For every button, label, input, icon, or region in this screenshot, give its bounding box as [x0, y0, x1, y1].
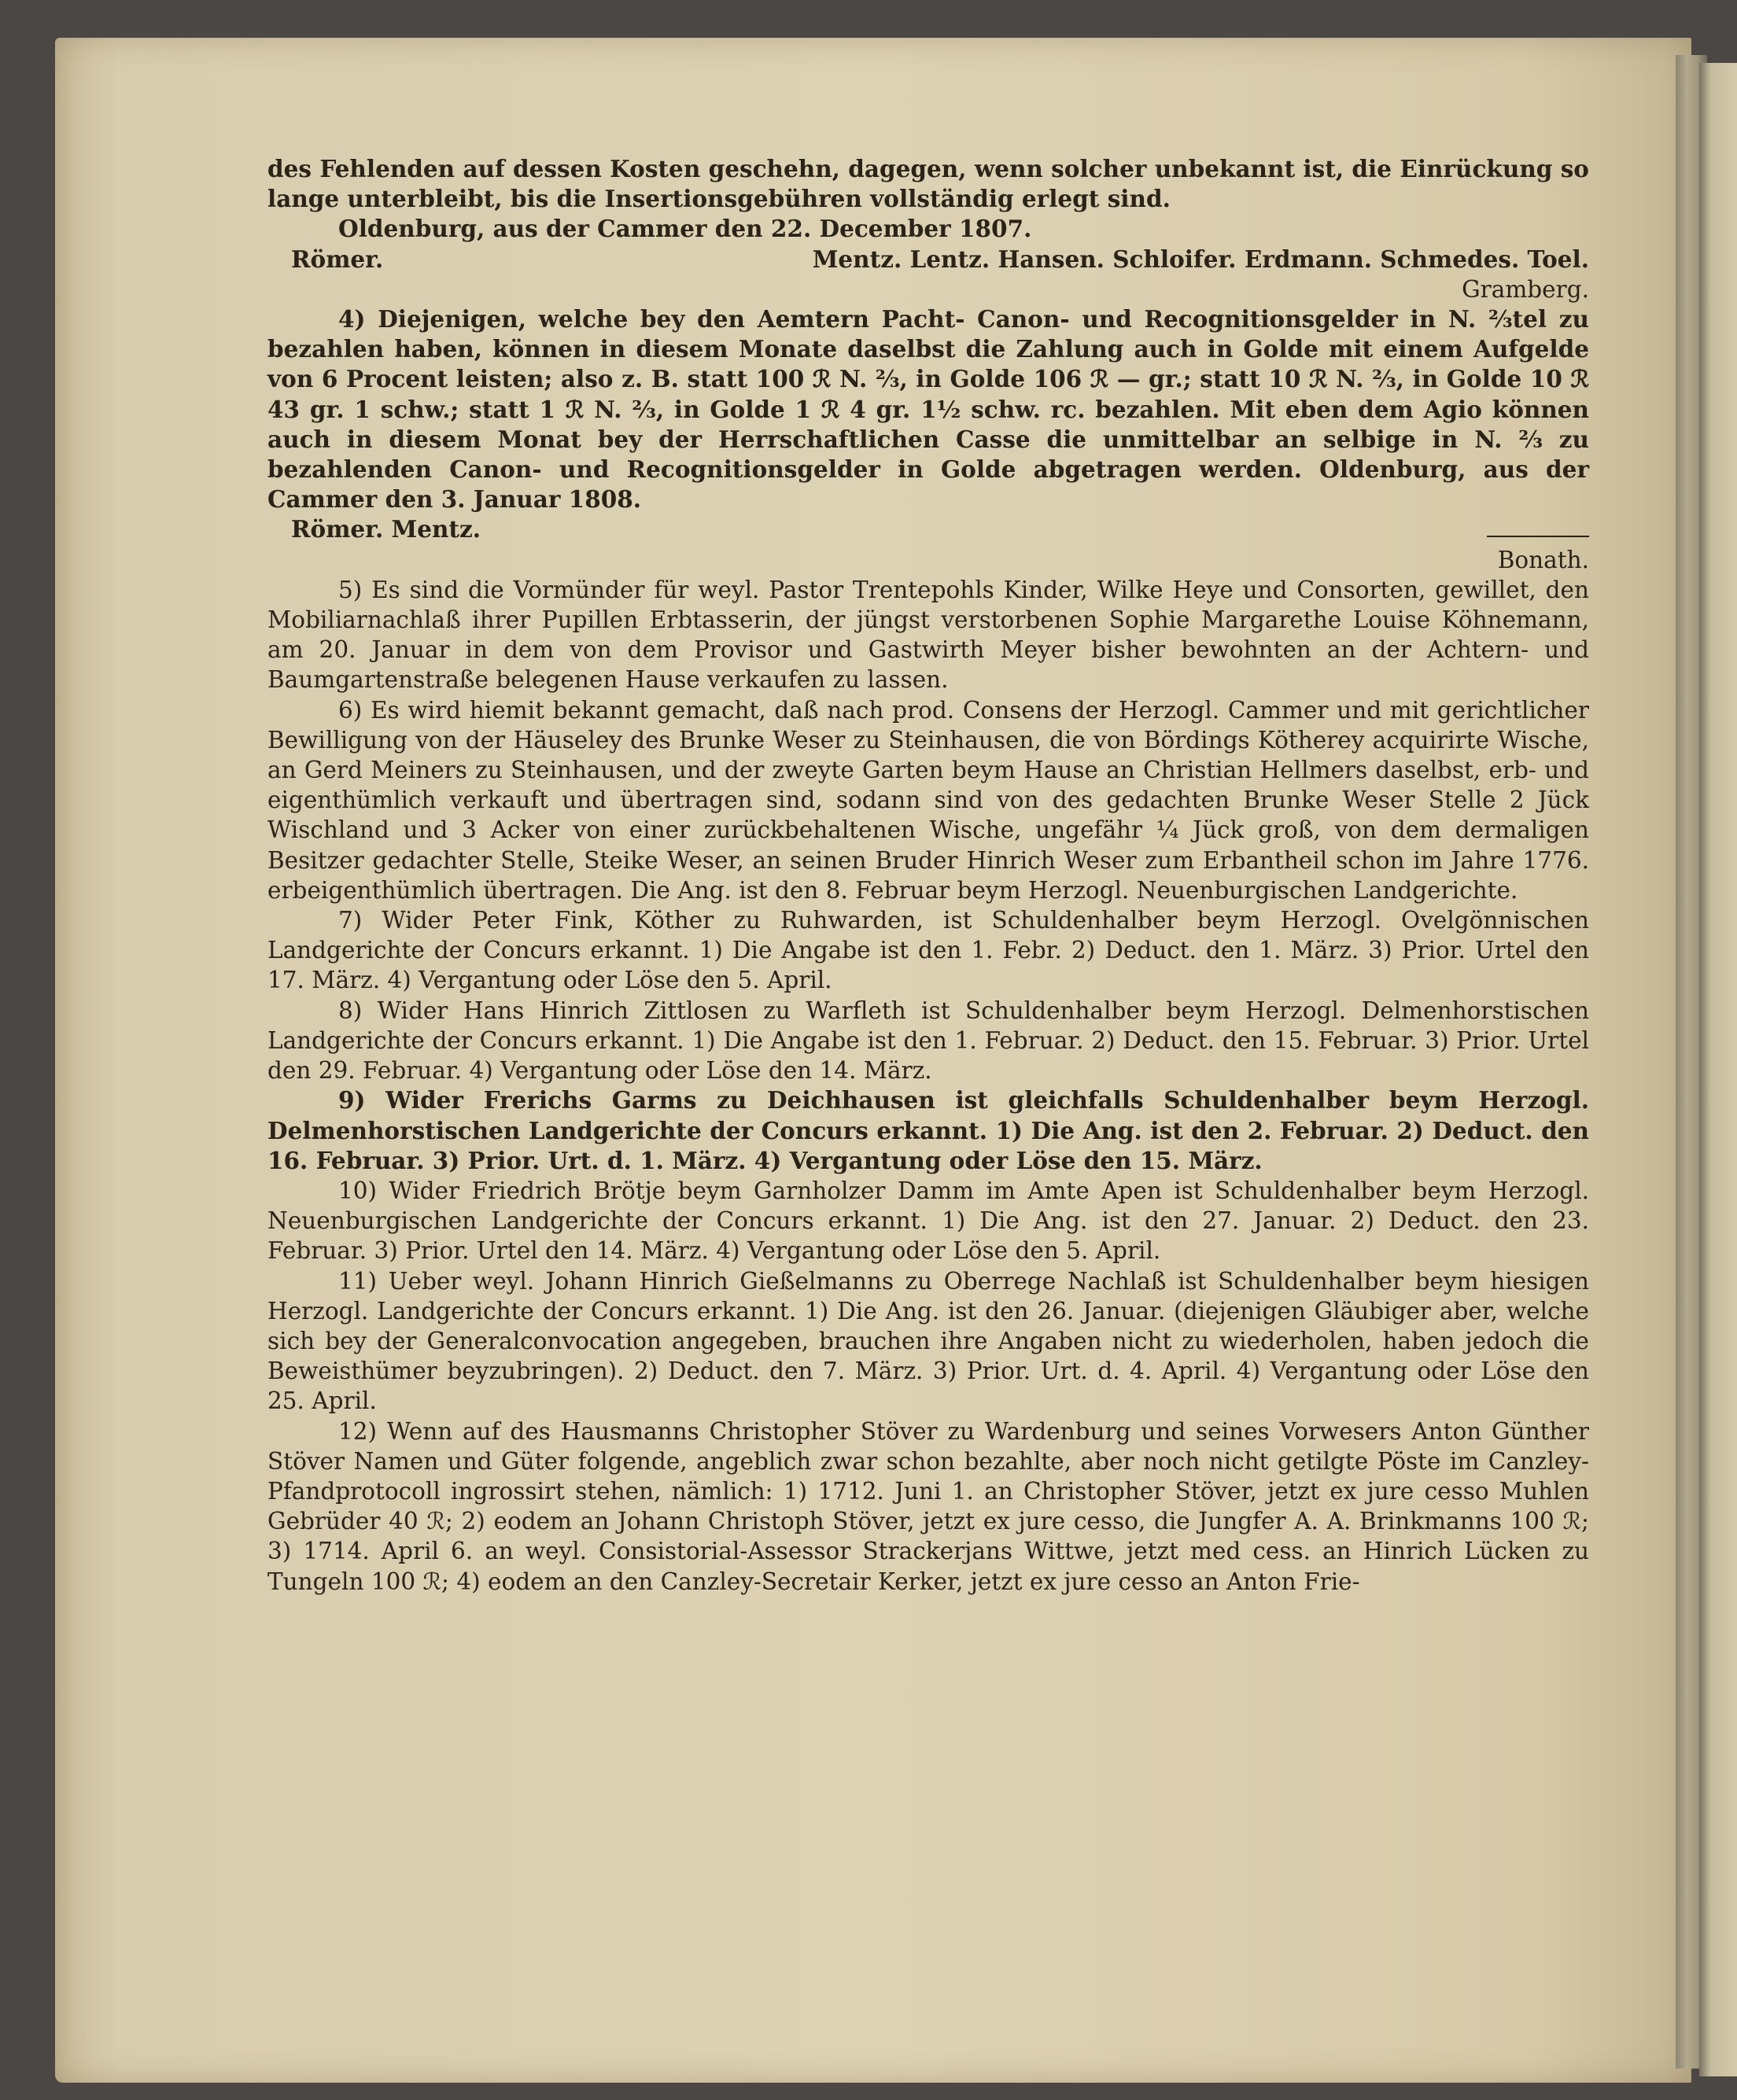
intro-paragraph: des Fehlenden auf dessen Kosten geschehn, dagegen, wenn solcher unbekannt ist, die Einrückung so lange unterbleibt, bis die Insertionsgebühren vollständig erlegt sind.: [267, 155, 1589, 213]
paragraph-9: 9) Wider Frerichs Garms zu Deichhausen ist gleichfalls Schuldenhalber beym Herzogl. Delmenhorstischen Landgerichte der Concurs erkannt. 1) Die Ang. ist den 2. Februar. 2) Deduct. den 16. Februar. 3) Prior. Urt. d. 1. März. 4) Vergantung oder Löse den 15. März.: [267, 1086, 1589, 1174]
paragraph-10: 10) Wider Friedrich Brötje beym Garnholzer Damm im Amte Apen ist Schuldenhalber beym Herzogl. Neuenburgischen Landgerichte der Concurs erkannt. 1) Die Ang. ist den 27. Januar. 2) Deduct. den 23. Februar. 3) Prior. Urtel den 14. März. 4) Vergantung oder Löse den 5. April.: [267, 1177, 1589, 1265]
adjacent-page: [1699, 63, 1737, 2076]
signature-row-1: [267, 245, 1589, 274]
paragraph-5: 5) Es sind die Vormünder für weyl. Pastor Trentepohls Kinder, Wilke Heye und Consorten, gewillet, den Mobiliarnachlaß ihrer Pupillen Erbtasserin, der jüngst verstorbenen Sophie Margarethe Louise Köhnemann, am 20. Januar in dem von dem Provisor und Gastwirth Meyer bisher bewohnten an der Achtern- und Baumgartenstraße belegenen Hause verkaufen zu lassen.: [267, 576, 1589, 694]
signature-romer: Römer.: [291, 245, 384, 273]
page-text: [267, 154, 1589, 1597]
signature-bonath: Bonath.: [1497, 546, 1589, 573]
paragraph-11: 11) Ueber weyl. Johann Hinrich Gießelmanns zu Oberrege Nachlaß ist Schuldenhalber beym hiesigen Herzogl. Landgerichte der Concurs erkannt. 1) Die Ang. ist den 26. Januar. (diejenigen Gläubiger aber, welche sich bey der Generalconvocation angegeben, brauchen ihre Angaben nicht zu wiederholen, haben jedoch die Beweisthümer beyzubringen). 2) Deduct. den 7. März. 3) Prior. Urt. d. 4. April. 4) Vergantung oder Löse den 25. April.: [267, 1267, 1589, 1415]
paragraph-8: 8) Wider Hans Hinrich Zittlosen zu Warfleth ist Schuldenhalber beym Herzogl. Delmenhorstischen Landgerichte der Concurs erkannt. 1) Die Angabe ist den 1. Februar. 2) Deduct. den 15. Februar. 3) Prior. Urtel den 29. Februar. 4) Vergantung oder Löse den 14. März.: [267, 997, 1589, 1085]
paragraph-6: 6) Es wird hiemit bekannt gemacht, daß nach prod. Consens der Herzogl. Cammer und mit gerichtlicher Bewilligung von der Häuseley des Brunke Weser zu Steinhausen, die von Bördings Kötherey acquirirte Wische, an Gerd Meiners zu Steinhausen, und der zweyte Garten beym Hause an Christian Hellmers daselbst, erb- und eigenthümlich verkauft und übertragen sind, sodann sind von des gedachten Brunke Weser Stelle 2 Jück Wischland und 3 Acker von einer zurückbehaltenen Wische, ungefähr ¼ Jück groß, von dem dermaligen Besitzer gedachter Stelle, Steike Weser, an seinen Bruder Hinrich Weser zum Erbantheil schon im Jahre 1776. erbeigenthümlich übertragen. Die Ang. ist den 8. Februar beym Herzogl. Neuenburgischen Landgerichte.: [267, 696, 1589, 904]
signature-gramberg: Gramberg.: [1462, 275, 1589, 303]
signatures-2: Römer. Mentz.: [291, 515, 481, 543]
signature-rule: [1487, 536, 1589, 537]
paragraph-4: 4) Diejenigen, welche bey den Aemtern Pacht- Canon- und Recognitionsgelder in N. ⅔tel zu bezahlen haben, können in diesem Monate daselbst die Zahlung auch in Golde mit einem Aufgelde von 6 Procent leisten; also z. B. statt 100 ℛ N. ⅔, in Golde 106 ℛ — gr.; statt 10 ℛ N. ⅔, in Golde 10 ℛ 43 gr. 1 schw.; statt 1 ℛ N. ⅔, in Golde 1 ℛ 4 gr. 1½ schw. rc. bezahlen. Mit eben dem Agio können auch in diesem Monat bey der Herrschaftlichen Casse die unmittelbar an selbige in N. ⅔ zu bezahlenden Canon- und Recognitionsgelder in Golde abgetragen werden. Oldenburg, aus der Cammer den 3. Januar 1808.: [267, 305, 1589, 514]
paragraph-7: 7) Wider Peter Fink, Köther zu Ruhwarden, ist Schuldenhalber beym Herzogl. Ovelgönnischen Landgerichte der Concurs erkannt. 1) Die Angabe ist den 1. Febr. 2) Deduct. den 1. März. 3) Prior. Urtel den 17. März. 4) Vergantung oder Löse den 5. April.: [267, 907, 1589, 994]
paragraph-12: 12) Wenn auf des Hausmanns Christopher Stöver zu Wardenburg und seines Vorwesers Anton Günther Stöver Namen und Güter folgende, angeblich zwar schon bezahlte, aber noch nicht getilgte Pöste im Canzley-Pfandprotocoll ingrossirt stehen, nämlich: 1) 1712. Juni 1. an Christopher Stöver, jetzt ex jure cesso Muhlen Gebrüder 40 ℛ; 2) eodem an Johann Christoph Stöver, jetzt ex jure cesso, die Jungfer A. A. Brinkmanns 100 ℛ; 3) 1714. April 6. an weyl. Consistorial-Assessor Strackerjans Wittwe, jetzt med cess. an Hinrich Lücken zu Tungeln 100 ℛ; 4) eodem an den Canzley-Secretair Kerker, jetzt ex jure cesso an Anton Frie-: [267, 1417, 1589, 1595]
signature-list: Mentz. Lentz. Hansen. Schloifer. Erdmann. Schmedes. Toel.: [812, 245, 1589, 273]
place-date-1: Oldenburg, aus der Cammer den 22. December 1807.: [338, 215, 1032, 243]
signature-row-2: [267, 514, 1589, 544]
